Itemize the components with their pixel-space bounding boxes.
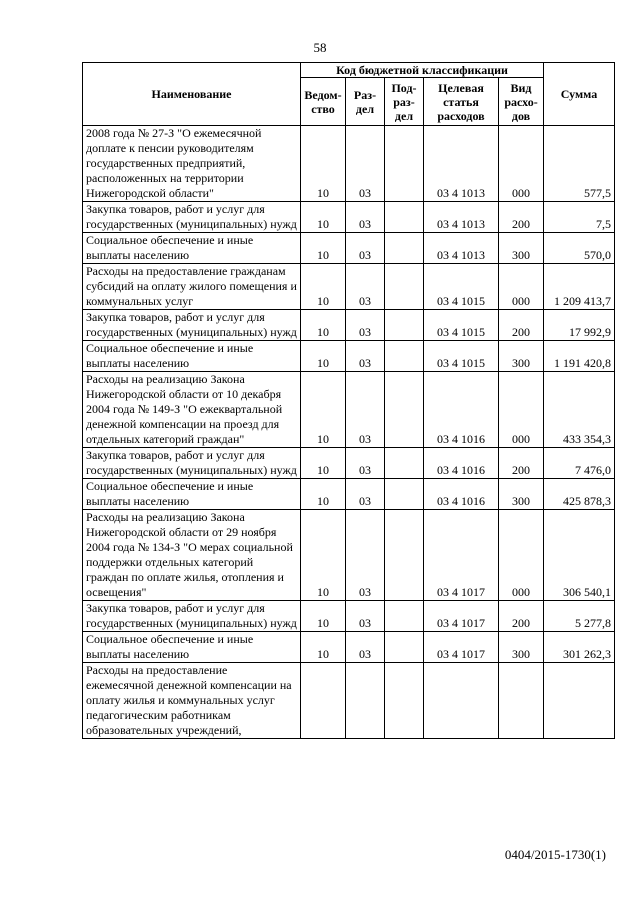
row-vid: 200	[499, 601, 544, 632]
row-ved: 10	[301, 341, 346, 372]
row-vid: 300	[499, 479, 544, 510]
table-row	[83, 372, 615, 448]
row-summa: 1 191 420,8	[544, 341, 615, 372]
row-celevaya: 03 4 1015	[424, 264, 499, 310]
row-ved: 10	[301, 448, 346, 479]
row-razdel: 03	[346, 448, 385, 479]
header-ved: Ведом-ство	[301, 78, 346, 126]
row-summa	[544, 663, 615, 739]
row-name: Расходы на реализацию Закона Нижегородской области от 10 декабря 2004 года № 149-З "О ежеквартальной денежной компенсации на проезд для отдельных категорий граждан"	[83, 372, 301, 448]
row-summa: 7,5	[544, 202, 615, 233]
row-celevaya: 03 4 1013	[424, 233, 499, 264]
row-podrazdel	[385, 632, 424, 663]
row-vid: 000	[499, 264, 544, 310]
row-ved: 10	[301, 202, 346, 233]
row-celevaya: 03 4 1016	[424, 448, 499, 479]
row-razdel: 03	[346, 632, 385, 663]
row-razdel: 03	[346, 341, 385, 372]
budget-table	[82, 62, 615, 739]
row-razdel: 03	[346, 510, 385, 601]
row-podrazdel	[385, 510, 424, 601]
row-celevaya: 03 4 1015	[424, 310, 499, 341]
row-razdel: 03	[346, 264, 385, 310]
row-ved	[301, 663, 346, 739]
row-celevaya: 03 4 1017	[424, 510, 499, 601]
row-vid: 300	[499, 233, 544, 264]
table-row	[83, 448, 615, 479]
row-name: Закупка товаров, работ и услуг для государственных (муниципальных) нужд	[83, 202, 301, 233]
table-row	[83, 510, 615, 601]
row-name: Расходы на реализацию Закона Нижегородской области от 29 ноября 2004 года № 134-З "О мерах социальной поддержки отдельных категорий граждан по оплате жилья, отопления и освещения"	[83, 510, 301, 601]
row-name: Расходы на предоставление ежемесячной денежной компенсации на оплату жилья и коммунальных услуг педагогическим работникам образовательных учреждений,	[83, 663, 301, 739]
table-row	[83, 663, 615, 739]
row-ved: 10	[301, 126, 346, 202]
row-ved: 10	[301, 233, 346, 264]
row-vid: 200	[499, 448, 544, 479]
table-row	[83, 341, 615, 372]
row-celevaya: 03 4 1015	[424, 341, 499, 372]
table-row	[83, 126, 615, 202]
row-ved: 10	[301, 601, 346, 632]
row-ved: 10	[301, 264, 346, 310]
row-celevaya: 03 4 1013	[424, 126, 499, 202]
row-vid: 000	[499, 510, 544, 601]
row-podrazdel	[385, 126, 424, 202]
row-summa: 306 540,1	[544, 510, 615, 601]
row-name: Расходы на предоставление гражданам субсидий на оплату жилого помещения и коммунальных услуг	[83, 264, 301, 310]
header-razdel: Раз-дел	[346, 78, 385, 126]
row-razdel: 03	[346, 372, 385, 448]
row-razdel: 03	[346, 126, 385, 202]
row-ved: 10	[301, 632, 346, 663]
row-name: Закупка товаров, работ и услуг для государственных (муниципальных) нужд	[83, 310, 301, 341]
row-summa: 1 209 413,7	[544, 264, 615, 310]
row-name: 2008 года № 27-З "О ежемесячной доплате к пенсии руководителям государственных предприятий, расположенных на территории Нижегородской области"	[83, 126, 301, 202]
row-razdel: 03	[346, 310, 385, 341]
header-summa: Сумма	[544, 63, 615, 126]
row-ved: 10	[301, 479, 346, 510]
table-row	[83, 264, 615, 310]
row-celevaya	[424, 663, 499, 739]
table-row	[83, 310, 615, 341]
page-number: 58	[313, 40, 327, 55]
row-razdel: 03	[346, 233, 385, 264]
table-row	[83, 479, 615, 510]
row-summa: 433 354,3	[544, 372, 615, 448]
row-vid	[499, 663, 544, 739]
header-name: Наименование	[83, 63, 301, 126]
row-vid: 000	[499, 372, 544, 448]
row-podrazdel	[385, 310, 424, 341]
header-celevaya: Целевая статья расходов	[424, 78, 499, 126]
row-summa: 425 878,3	[544, 479, 615, 510]
table-row	[83, 202, 615, 233]
row-name: Социальное обеспечение и иные выплаты населению	[83, 479, 301, 510]
table-header	[83, 63, 615, 126]
row-podrazdel	[385, 202, 424, 233]
row-podrazdel	[385, 233, 424, 264]
row-ved: 10	[301, 372, 346, 448]
row-name: Социальное обеспечение и иные выплаты населению	[83, 341, 301, 372]
row-razdel: 03	[346, 202, 385, 233]
row-vid: 000	[499, 126, 544, 202]
document-code: 0404/2015-1730(1)	[504, 847, 606, 862]
row-ved: 10	[301, 510, 346, 601]
row-name: Закупка товаров, работ и услуг для государственных (муниципальных) нужд	[83, 601, 301, 632]
row-vid: 200	[499, 202, 544, 233]
row-summa: 570,0	[544, 233, 615, 264]
row-vid: 200	[499, 310, 544, 341]
row-podrazdel	[385, 448, 424, 479]
header-podrazdel: Под-раз-дел	[385, 78, 424, 126]
table-body	[83, 126, 615, 739]
row-razdel	[346, 663, 385, 739]
row-celevaya: 03 4 1017	[424, 632, 499, 663]
row-razdel: 03	[346, 479, 385, 510]
row-ved: 10	[301, 310, 346, 341]
row-summa: 5 277,8	[544, 601, 615, 632]
row-name: Закупка товаров, работ и услуг для государственных (муниципальных) нужд	[83, 448, 301, 479]
row-vid: 300	[499, 632, 544, 663]
row-vid: 300	[499, 341, 544, 372]
row-celevaya: 03 4 1016	[424, 372, 499, 448]
header-vid: Вид расхо-дов	[499, 78, 544, 126]
row-celevaya: 03 4 1017	[424, 601, 499, 632]
table-row	[83, 632, 615, 663]
row-podrazdel	[385, 601, 424, 632]
row-summa: 577,5	[544, 126, 615, 202]
row-razdel: 03	[346, 601, 385, 632]
row-name: Социальное обеспечение и иные выплаты населению	[83, 233, 301, 264]
row-summa: 301 262,3	[544, 632, 615, 663]
row-podrazdel	[385, 663, 424, 739]
table-row	[83, 601, 615, 632]
row-celevaya: 03 4 1013	[424, 202, 499, 233]
row-celevaya: 03 4 1016	[424, 479, 499, 510]
row-name: Социальное обеспечение и иные выплаты населению	[83, 632, 301, 663]
row-podrazdel	[385, 341, 424, 372]
row-podrazdel	[385, 479, 424, 510]
row-summa: 7 476,0	[544, 448, 615, 479]
row-podrazdel	[385, 372, 424, 448]
header-group: Код бюджетной классификации	[301, 63, 544, 78]
row-summa: 17 992,9	[544, 310, 615, 341]
table-row	[83, 233, 615, 264]
row-podrazdel	[385, 264, 424, 310]
